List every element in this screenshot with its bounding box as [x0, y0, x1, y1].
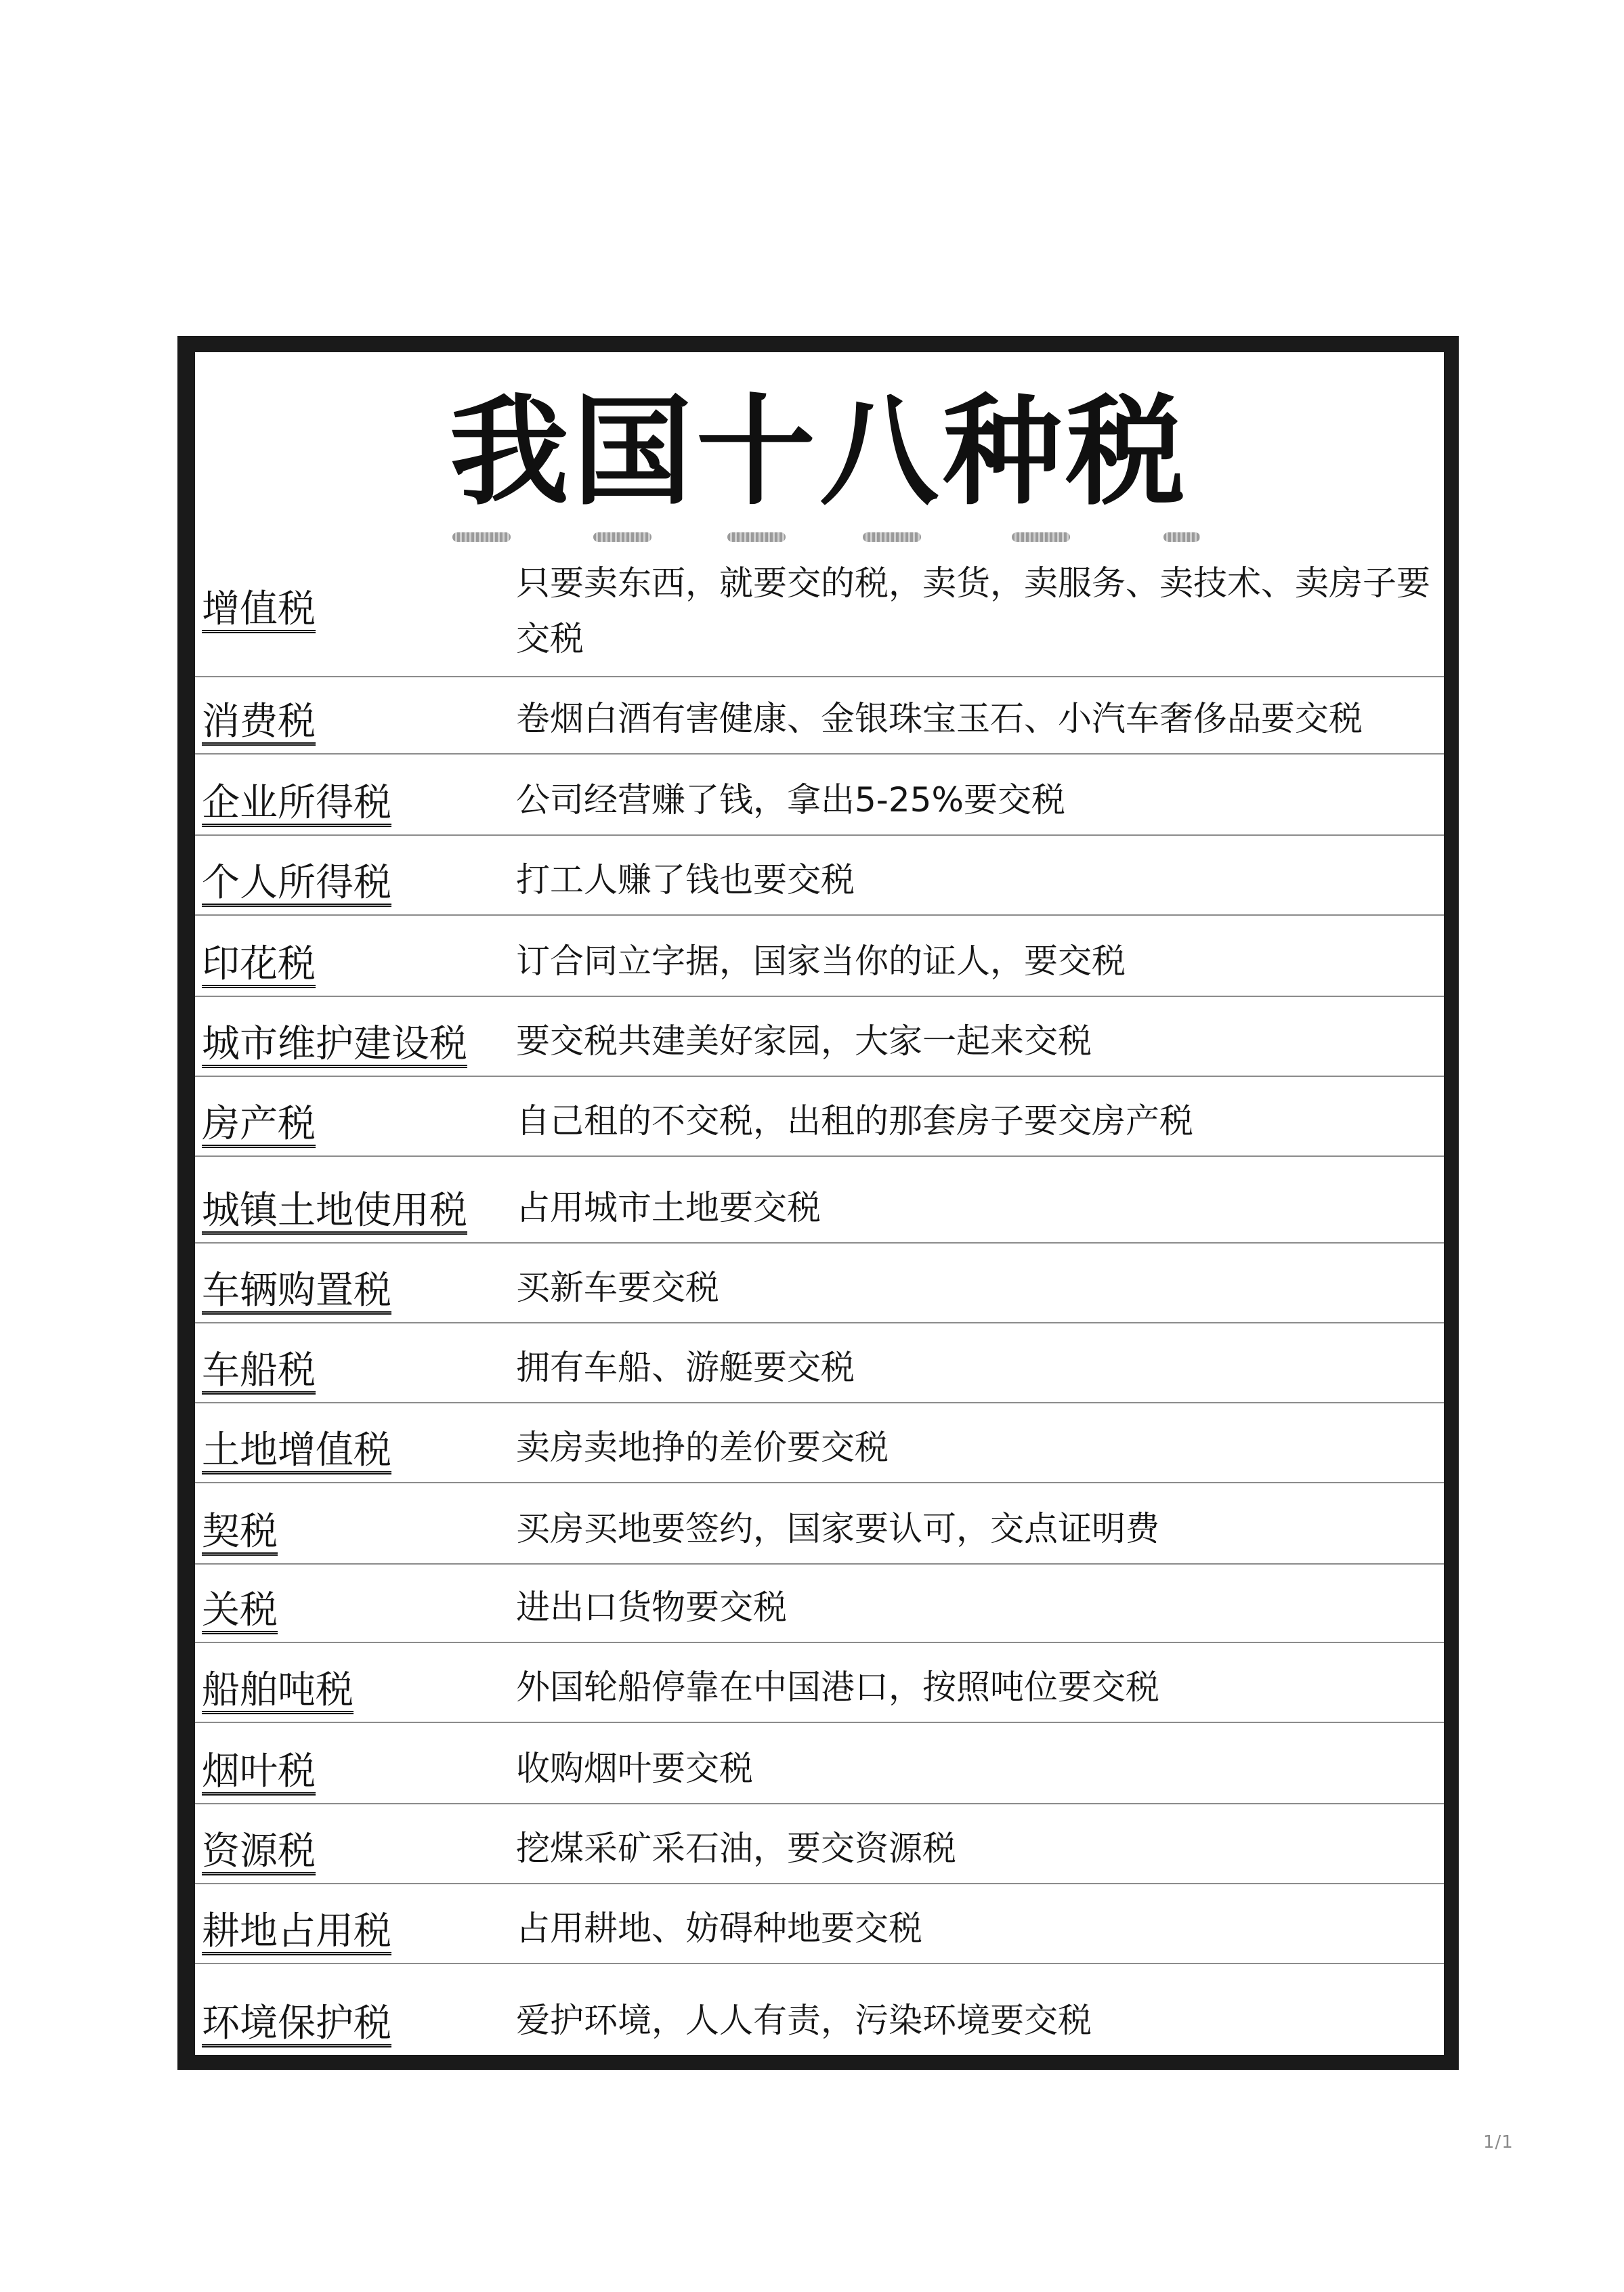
- title-underline-marks: [452, 527, 1224, 547]
- tax-name: 消费税: [202, 700, 316, 744]
- tax-row: [195, 1642, 1444, 1723]
- tax-description: 订合同立字据，国家当你的证人，要交税: [516, 941, 1126, 981]
- tax-row: [195, 1155, 1444, 1244]
- tax-row: [195, 1722, 1444, 1804]
- tax-row: [195, 549, 1444, 677]
- tax-name: 车辆购置税: [202, 1269, 391, 1313]
- tax-description: 卖房卖地挣的差价要交税: [516, 1428, 889, 1467]
- tax-description: 占用城市土地要交税: [516, 1188, 821, 1227]
- tax-name: 资源税: [202, 1829, 316, 1873]
- tax-row: [195, 1963, 1444, 2055]
- tax-row: [195, 1076, 1444, 1157]
- tax-name: 车船税: [202, 1349, 316, 1393]
- tax-name: 土地增值税: [202, 1428, 391, 1472]
- tax-row: [195, 1242, 1444, 1323]
- tax-description: 自己租的不交税，出租的那套房子要交房产税: [516, 1101, 1193, 1141]
- tax-description: 挖煤采矿采石油，要交资源税: [516, 1829, 956, 1868]
- tax-description: 打工人赚了钱也要交税: [516, 860, 855, 899]
- tax-name: 环境保护税: [202, 2001, 391, 2045]
- tax-description: 进出口货物要交税: [516, 1588, 787, 1627]
- tax-description: 要交税共建美好家园，大家一起来交税: [516, 1021, 1092, 1061]
- tax-description: 公司经营赚了钱，拿出5-25%要交税: [516, 780, 1065, 820]
- tax-row: [195, 1803, 1444, 1884]
- tax-row: [195, 1482, 1444, 1565]
- tax-name: 房产税: [202, 1102, 316, 1146]
- tax-name: 契税: [202, 1510, 278, 1554]
- tax-name: 船舶吨税: [202, 1668, 354, 1712]
- tax-row: [195, 1402, 1444, 1483]
- tax-name: 增值税: [202, 587, 316, 631]
- tax-description: 买新车要交税: [516, 1268, 719, 1307]
- tax-name: 个人所得税: [202, 861, 391, 905]
- tax-name: 耕地占用税: [202, 1909, 391, 1953]
- tax-description: 卷烟白酒有害健康、金银珠宝玉石、小汽车奢侈品要交税: [516, 699, 1363, 738]
- tax-row: [195, 834, 1444, 916]
- page-mark: 1/1: [1483, 2132, 1514, 2152]
- tax-name: 烟叶税: [202, 1749, 316, 1794]
- tax-description: 爱护环境，人人有责，污染环境要交税: [516, 2001, 1092, 2040]
- tax-row: [195, 676, 1444, 755]
- tax-row: [195, 1322, 1444, 1403]
- tax-description: 只要卖东西，就要交的税，卖货，卖服务、卖技术、卖房子要交税: [516, 564, 1430, 658]
- tax-name: 企业所得税: [202, 781, 391, 825]
- tax-row: [195, 1563, 1444, 1643]
- tax-name: 城市维护建设税: [202, 1022, 467, 1066]
- tax-row: [195, 914, 1444, 997]
- page-title: 我国十八种税: [449, 383, 1189, 522]
- tax-row: [195, 1883, 1444, 1964]
- tax-name: 城镇土地使用税: [202, 1189, 467, 1233]
- tax-description: 买房买地要签约，国家要认可，交点证明费: [516, 1509, 1159, 1548]
- tax-description: 占用耕地、妨碍种地要交税: [516, 1909, 922, 1948]
- tax-row: [195, 996, 1444, 1077]
- document-frame: [177, 336, 1459, 2070]
- tax-description: 收购烟叶要交税: [516, 1749, 753, 1788]
- tax-description: 拥有车船、游艇要交税: [516, 1348, 855, 1387]
- tax-description: 外国轮船停靠在中国港口，按照吨位要交税: [516, 1668, 1159, 1707]
- tax-name: 印花税: [202, 942, 316, 986]
- tax-name: 关税: [202, 1588, 278, 1632]
- tax-row: [195, 753, 1444, 836]
